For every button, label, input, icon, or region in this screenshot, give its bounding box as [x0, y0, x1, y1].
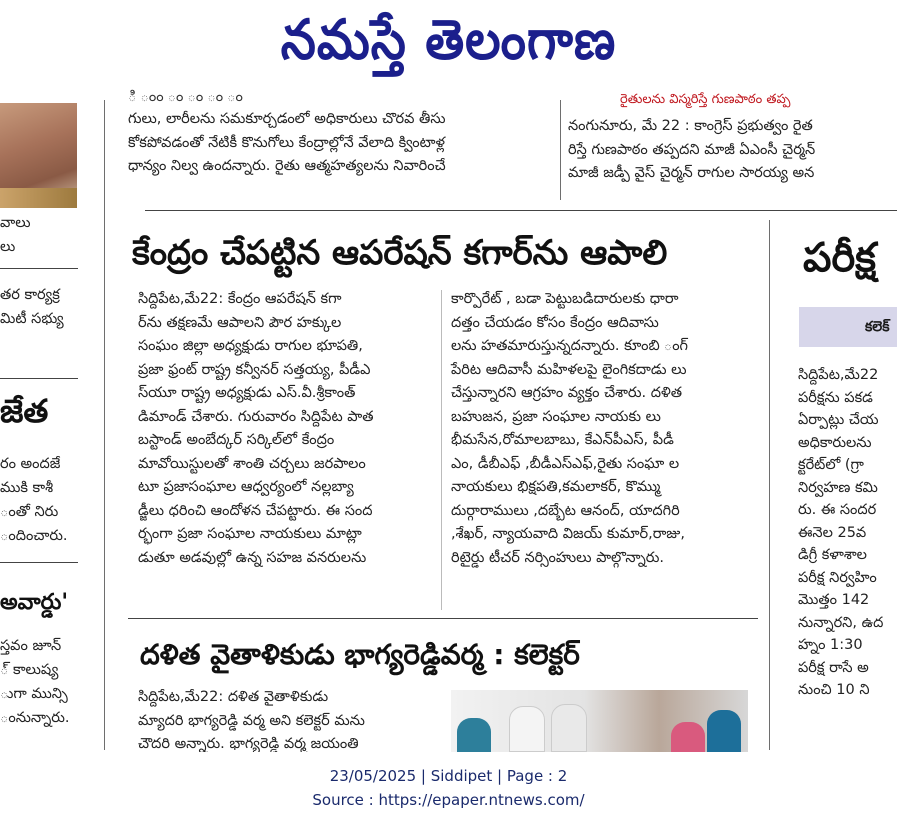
right-headline: పరీక్ష	[803, 235, 877, 281]
text-line: స్‌యూ రాష్ట్ర అధ్యక్షుడు ఎస్.వీ.శ్రీకాంత్	[138, 385, 356, 401]
text-line: మొత్తం 142	[798, 592, 870, 608]
text-line: ర్భంగా ప్రజా సంఘాల నాయకులు మాట్లా	[138, 526, 362, 542]
text-line: వాలు	[0, 215, 31, 231]
text-line: డిమాండ్ చేశారు. గురువారం సిద్దిపేట పాత	[138, 408, 374, 425]
text-line: రిటైర్డు టీచర్ నర్సింహులు పాల్గొన్నారు.	[451, 549, 664, 566]
text-line: సిద్దిపేట,మే22: దళిత వైతాళికుడు	[138, 689, 329, 705]
text-line: ,శేఖర్, న్యాయవాది విజయ్ కుమార్,రాజు,	[451, 526, 685, 542]
text-line: సంఘం జిల్లా అధ్యక్షుడు రాగుల భూపతి,	[138, 338, 363, 354]
text-line: హ్నం 1:30	[798, 637, 863, 653]
text-line: ధాన్యం నిల్వ ఉందన్నారు. రైతు ఆత్మహత్యలను నివారించే	[128, 158, 446, 174]
text-line: టూ ప్రజాసంఘాల ఆధ్వర్యంలో నల్లబ్యా	[138, 479, 354, 495]
text-line: ర్‌ను తక్షణమే ఆపాలని పౌర హక్కుల	[138, 314, 342, 331]
text-line: ంతో నిరు	[0, 504, 59, 520]
masthead-title: నమస్తే తెలంగాణ	[280, 7, 617, 72]
text-line: ్ కాలుష్య	[0, 662, 59, 678]
article1-headline: కేంద్రం చేపట్టిన ఆపరేషన్ కగార్‌ను ఆపాలి	[132, 233, 668, 273]
text-line: ఏర్పాట్లు చేయ	[798, 412, 879, 428]
text-line: లు	[0, 238, 16, 255]
text-line: రు. ఈ సందర	[798, 502, 877, 518]
article1-column1	[138, 288, 430, 570]
text-line: బహుజన, ప్రజా సంఘాల నాయకు లు	[451, 408, 661, 425]
article2-photo	[451, 690, 748, 752]
left-para2	[0, 452, 80, 548]
text-line: ి ంం ం ం ం ం	[128, 89, 243, 105]
banner-text: కలెక్	[865, 319, 890, 335]
text-line: ంనున్నారు.	[0, 710, 70, 726]
text-line: కోకపోవడంతో నేటికీ కొనుగోలు కేంద్రాల్లోనే వేలాది క్వింటాళ్ల	[128, 134, 446, 151]
column-rule	[104, 100, 105, 750]
text-line: నంగునూరు, మే 22 : కాంగ్రెస్ ప్రభుత్వం రైత	[568, 118, 813, 134]
text-line: దుర్గారాములు ,దబ్బేట ఆనంద్, యాదగిరి	[451, 502, 680, 519]
text-line: భీమసేన,రోమాలబాబు, కేఎన్‌పీఎస్, పీడీ	[451, 432, 674, 448]
column-rule	[560, 100, 561, 200]
text-line: నాయకులు భిక్షపతి,కమలాకర్, కొమ్ము	[451, 479, 661, 495]
left-para3	[0, 634, 80, 730]
text-line: సిద్దిపేట,మే22: కేంద్రం ఆపరేషన్ కగా	[138, 291, 342, 307]
divider	[128, 618, 758, 619]
text-line: పరీక్ష నిర్వహిం	[798, 569, 877, 586]
text-line: పరీక్ష రాసే అ	[798, 659, 869, 676]
text-line: నున్నారని, ఉద	[798, 614, 884, 631]
text-line: ఎం, డీబీఎఫ్ ,బీడీఎస్‌ఎఫ్,రైతు సంఘా ల	[451, 455, 680, 472]
text-line: నుంచి 10 ని	[798, 682, 870, 698]
text-line: లను హతమారుస్తున్నదన్నారు. కూంబి ంగ్	[451, 338, 688, 354]
divider	[0, 378, 78, 379]
text-line: ందించారు.	[0, 528, 68, 544]
text-line: ప్రజా ఫ్రంట్ రాష్ట్ర కన్వీనర్ సత్తయ్య, పీడీఎ	[138, 361, 371, 378]
text-line: బస్టాండ్ అంబేద్కర్ సర్కిల్‌లో కేంద్రం	[138, 432, 335, 448]
article2-headline: దళిత వైతాళికుడు భాగ్యరెడ్డివర్మ : కలెక్టర్	[140, 638, 580, 671]
left-headline-2: అవార్డు'	[0, 590, 69, 615]
divider	[145, 210, 897, 211]
text-line: డిగ్రీ కళాశాల	[798, 547, 867, 563]
text-line: ుగా మున్సి	[0, 686, 68, 702]
footer-date-line: 23/05/2025 | Siddipet | Page : 2	[329, 767, 568, 785]
text-line: ముకి కాశీ	[0, 480, 54, 496]
footer-source-link[interactable]: Source : https://epaper.ntnews.com/	[312, 791, 585, 809]
left-para1	[0, 284, 80, 331]
top-center-text	[128, 89, 553, 179]
divider	[0, 268, 78, 269]
text-line: రిస్తే గుణపాఠం తప్పదని మాజీ ఏఎంసీ చైర్మన్	[568, 141, 816, 158]
article2-text	[138, 686, 430, 752]
text-line: పేరిట ఆదివాసీ మహిళలపై లైంగికదాడు లు	[451, 361, 687, 378]
text-line: మాజీ జడ్పీ వైస్ చైర్మన్ రాగుల సారయ్య అన	[568, 165, 815, 181]
left-photo	[0, 103, 77, 208]
text-line: అధికారులను	[798, 434, 872, 451]
text-line: తర కార్యక్ర	[0, 287, 60, 303]
text-line: గులు, లారీలను సమకూర్చడంలో అధికారులు చొరవ తీసు	[128, 111, 446, 127]
footer	[0, 764, 897, 812]
text-line: మిటీ సభ్యు	[0, 310, 64, 327]
text-line: సిద్దిపేట,మే22	[798, 367, 879, 383]
article1-column2	[451, 288, 751, 570]
right-banner	[799, 307, 897, 347]
text-line: చౌదరి అన్నారు. భాగ్యరెడ్డి వర్మ జయంతి	[138, 736, 359, 752]
text-line: పరీక్షను పకడ	[798, 389, 873, 406]
text-line: మావోయిస్టులతో శాంతి చర్చలు జరపాలం	[138, 455, 366, 472]
text-line: నిర్వహణ కమి	[798, 479, 878, 496]
text-line: డ్జీలు ధరించి ఆందోళన చేపట్టారు. ఈ సంద	[138, 502, 373, 519]
text-line: చేస్తున్నారని ఆగ్రహం వ్యక్తం చేశారు. దళిత	[451, 385, 683, 401]
text-line: డుతూ అడవుల్లో ఉన్న సహజ వనరులను	[138, 549, 367, 566]
text-line: కార్పొరేట్ , బడా పెట్టుబడిదారులకు ధారా	[451, 291, 679, 307]
divider	[0, 562, 78, 563]
column-rule	[441, 290, 442, 610]
top-right-headline: రైతులను విస్మరిస్తే గుణపాఠం తప్ప	[620, 92, 791, 107]
top-right-text	[568, 115, 897, 186]
masthead	[0, 0, 897, 92]
column-rule	[769, 220, 770, 750]
text-line: మ్యాదరి భాగ్యరెడ్డి వర్మ అని కలెక్టర్ మను	[138, 712, 365, 729]
left-top-lines	[0, 212, 80, 259]
text-line: రం అందజే	[0, 456, 61, 472]
text-line: ఈనెల 25వ	[798, 524, 867, 541]
right-text	[798, 364, 897, 698]
text-line: స్తవం జూన్	[0, 638, 62, 654]
text-line: దత్తం చేయడం కోసం కేంద్రం ఆదివాసు	[451, 314, 659, 331]
left-headline: జేత	[0, 392, 49, 430]
text-line: క్టరేట్‌లో (గ్రా	[798, 457, 864, 473]
